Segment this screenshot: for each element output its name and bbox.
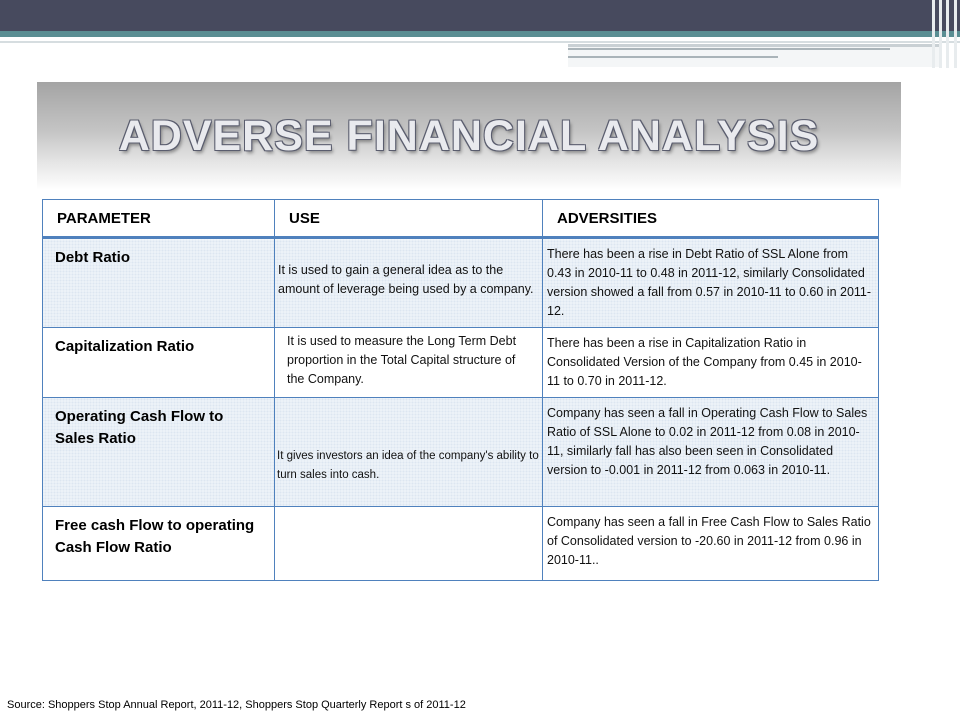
- analysis-table: [42, 199, 879, 581]
- slide-title: ADVERSE FINANCIAL ANALYSIS: [118, 112, 820, 160]
- use-cell: It is used to measure the Long Term Debt proportion in the Total Capital structure of the Company.: [287, 334, 517, 386]
- adversities-cell: Company has seen a fall in Free Cash Flow to Sales Ratio of Consolidated version to -20.60 in 2011-12 from 0.96 in 2010-11..: [547, 515, 871, 567]
- header-parameter: PARAMETER: [43, 200, 275, 238]
- table-row: [43, 507, 879, 581]
- divider-line: [0, 41, 960, 43]
- use-cell: It gives investors an idea of the company's ability to turn sales into cash.: [277, 450, 539, 481]
- adversities-cell: There has been a rise in Capitalization Ratio in Consolidated Version of the Company from 0.45 in 2010-11 to 0.70 in 2011-12.: [547, 336, 862, 388]
- parameter-cell: Operating Cash Flow to Sales Ratio: [55, 408, 224, 447]
- adversities-cell: There has been a rise in Debt Ratio of SSL Alone from 0.43 in 2010-11 to 0.48 in 2011-12, similarly Consolidated version showed a fall from 0.57 in 2010-11 to 0.60 in 2011-12.: [547, 247, 872, 318]
- parameter-cell: Capitalization Ratio: [55, 338, 195, 355]
- top-banner: [0, 0, 960, 31]
- title-banner: [37, 82, 901, 190]
- decorative-stripe: [568, 48, 890, 50]
- table-header-row: [43, 200, 879, 238]
- use-cell: It is used to gain a general idea as to the amount of leverage being used by a company.: [278, 263, 534, 296]
- adversities-cell: Company has seen a fall in Operating Cash Flow to Sales Ratio of SSL Alone to 0.02 in 2011-12 from 0.08 in 2010-11, similarly fall has also been seen in Consolidated version to -0.001 in 2011-12 from 0.063 in 2010-11.: [547, 406, 868, 477]
- decorative-stripe: [568, 56, 778, 58]
- parameter-cell: Free cash Flow to operating Cash Flow Ratio: [55, 517, 255, 556]
- table-row: [43, 238, 879, 328]
- header-use: USE: [275, 200, 543, 238]
- source-note: Source: Shoppers Stop Annual Report, 2011-12, Shoppers Stop Quarterly Report s of 2011-12: [7, 699, 466, 711]
- header-adversities: ADVERSITIES: [543, 200, 879, 238]
- table-row: [43, 398, 879, 507]
- accent-line: [0, 31, 960, 37]
- parameter-cell: Debt Ratio: [55, 249, 130, 266]
- decorative-vertical-bars: [930, 0, 960, 68]
- table-row: [43, 328, 879, 398]
